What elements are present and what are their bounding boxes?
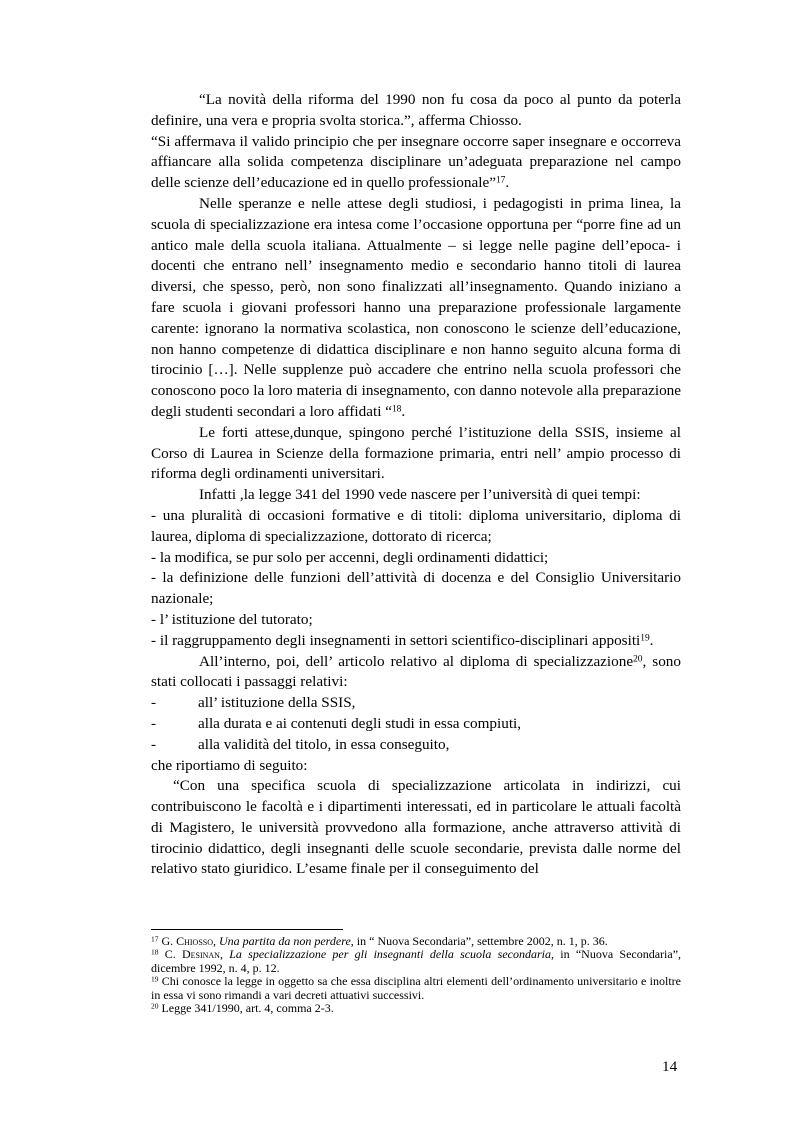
footnote-19: [151, 975, 681, 1002]
page-number: 14: [662, 1058, 678, 1075]
footnote-ref-18[interactable]: 18: [391, 404, 402, 415]
paragraph-end: .: [401, 402, 406, 420]
bullet-item: [151, 714, 681, 735]
footnotes: [151, 935, 681, 1015]
footnote-number: 18: [151, 947, 159, 957]
list-item: - l’ istituzione del tutorato;: [151, 610, 313, 628]
bullet-dash: -: [151, 714, 157, 732]
footnote-number: 19: [151, 974, 159, 984]
paragraph-text: “Si affermava il valido principio che per insegnare occorre saper insegnare e occorreva affiancare alla solida competenza disciplinare un’adeguata preparazione nel campo delle scienze dell’educazione ed in quello professionale”: [151, 132, 681, 192]
list-item: - una pluralità di occasioni formative e di titoli: diploma universitario, diploma di laurea, diploma di specializzazione, dottorato di ricerca;: [151, 506, 681, 545]
footnote-author: G. C: [161, 934, 185, 948]
footnote-18: $^{18}$ C. Desinan, La specializzazione per gli insegnanti della scuola secondaria, in “Nuova Secondaria”, dicembre 1992, n. 4, p. 12.: [151, 947, 682, 975]
footnote-text: Chi conosce la legge in oggetto sa che essa disciplina altri elementi dell’ordinamento universitario e inoltre in essa vi sono rimandi a vari decreti attuativi successivi.: [151, 974, 681, 1002]
footnote-title: Una partita da non perdere: [219, 934, 351, 948]
paragraph-law-quote: “Con una specifica scuola di specializzazione articolata in indirizzi, cui contribuiscono le facoltà e i dipartimenti interessati, ed in particolare le attuali facoltà di Magistero, le università provvedono alla formazione, anche attraverso attività di tirocinio didattico, degli insegnanti delle scuole secondarie, prevista dalle norme del relativo stato giuridico. L’esame finale per il conseguimento del: [151, 777, 681, 878]
list-item-end: .: [649, 631, 654, 649]
list-item-text: - il raggruppamento degli insegnamenti in settori scientifico-disciplinari appositi: [151, 631, 641, 649]
paragraph-law-341: Infatti ,la legge 341 del 1990 vede nascere per l’università di quei tempi:: [199, 486, 641, 504]
paragraph-end: .: [505, 174, 510, 192]
bullet-text: alla validità del titolo, in essa conseguito,: [198, 735, 450, 753]
footnote-author: C. D: [164, 947, 191, 962]
footnote-author-smallcaps: hiosso: [184, 934, 214, 948]
footnote-source: , in “Nuova Secondaria”, dicembre 1992, n. 4, p. 12.: [151, 947, 682, 975]
footnote-ref-17[interactable]: 17: [495, 175, 506, 186]
list-item: - la modifica, se pur solo per accenni, degli ordinamenti didattici;: [151, 548, 549, 566]
list-item: [151, 631, 681, 652]
paragraph-expectations: [151, 194, 681, 423]
footnote-ref-19[interactable]: 19: [640, 633, 650, 644]
bullet-dash: -: [151, 735, 157, 753]
paragraph-text: All’interno, poi, dell’ articolo relativo al diploma di specializzazione: [199, 652, 634, 670]
footnote-text: Legge 341/1990, art. 4, comma 2-3.: [161, 1001, 334, 1016]
paragraph-quote-chiosso: “La novità della riforma del 1990 non fu cosa da poco al punto da poterla definire, una vera e propria svolta storica.”, afferma Chiosso.: [151, 91, 681, 129]
footnote-number: 17: [151, 934, 159, 944]
footnote-number: 20: [151, 1001, 159, 1011]
bullet-item: [151, 735, 681, 756]
footnote-divider: [151, 929, 343, 930]
bullet-list: [151, 693, 681, 755]
bullet-dash: -: [151, 694, 157, 712]
footnote-author-smallcaps: esinan: [190, 947, 220, 962]
footnote-source: , in “ Nuova Secondaria”, settembre 2002, n. 1, p. 36.: [350, 934, 608, 948]
bullet-text: alla durata e ai contenuti degli studi in essa compiuti,: [198, 714, 522, 732]
list-item: - la definizione delle funzioni dell’attività di docenza e del Consiglio Universitario nazionale;: [151, 569, 681, 608]
body-text: [151, 90, 681, 880]
paragraph-quote-principle: [151, 132, 681, 194]
paragraph-end: , sono stati collocati i passaggi relativi:: [151, 652, 681, 691]
footnote-title: La specializzazione per gli insegnanti della scuola secondaria: [229, 947, 551, 962]
footnote-17: $^{17}$ G. Chiosso, Una partita da non perdere, in “ Nuova Secondaria”, settembre 2002, n. 1, p. 36.: [151, 934, 608, 948]
paragraph-text: Nelle speranze e nelle attese degli studiosi, i pedagogisti in prima linea, la scuola di specializzazione era intesa come l’occasione opportuna per “porre fine ad un antico male della scuola italiana. Attualmente – si legge nelle pagine dell’epoca- i docenti che entrano nell’ insegnamento medio e secondario hanno titoli di laurea diversi, che spesso, però, non sono finalizzati all’insegnamento. Quando iniziano a fare scuola i giovani professori hanno una preparazione professionale largamente carente: ignorano la normativa scolastica, non conoscono le scienze dell’educazione, non hanno competenze di didattica disciplinare e non hanno seguito alcuna forma di tirocinio […]. Nelle supplenze può accadere che entrino nella scuola professori che conoscono poco la loro materia di insegnamento, con danno notevole alla preparazione degli studenti secondari a loro affidati “: [151, 194, 681, 420]
bullet-item: [151, 693, 681, 714]
paragraph-ssis-reform: Le forti attese,dunque, spingono perché l’istituzione della SSIS, insieme al Corso di Laurea in Scienze della formazione primaria, entri nell’ ampio processo di riforma degli ordinamenti universitari.: [151, 423, 681, 483]
footnote-ref-20[interactable]: 20: [633, 653, 643, 664]
paragraph-following: che riportiamo di seguito:: [151, 756, 308, 774]
bullet-text: all’ istituzione della SSIS,: [198, 694, 356, 712]
paragraph-specialization: [151, 652, 681, 694]
footnote-20: [151, 1002, 681, 1015]
